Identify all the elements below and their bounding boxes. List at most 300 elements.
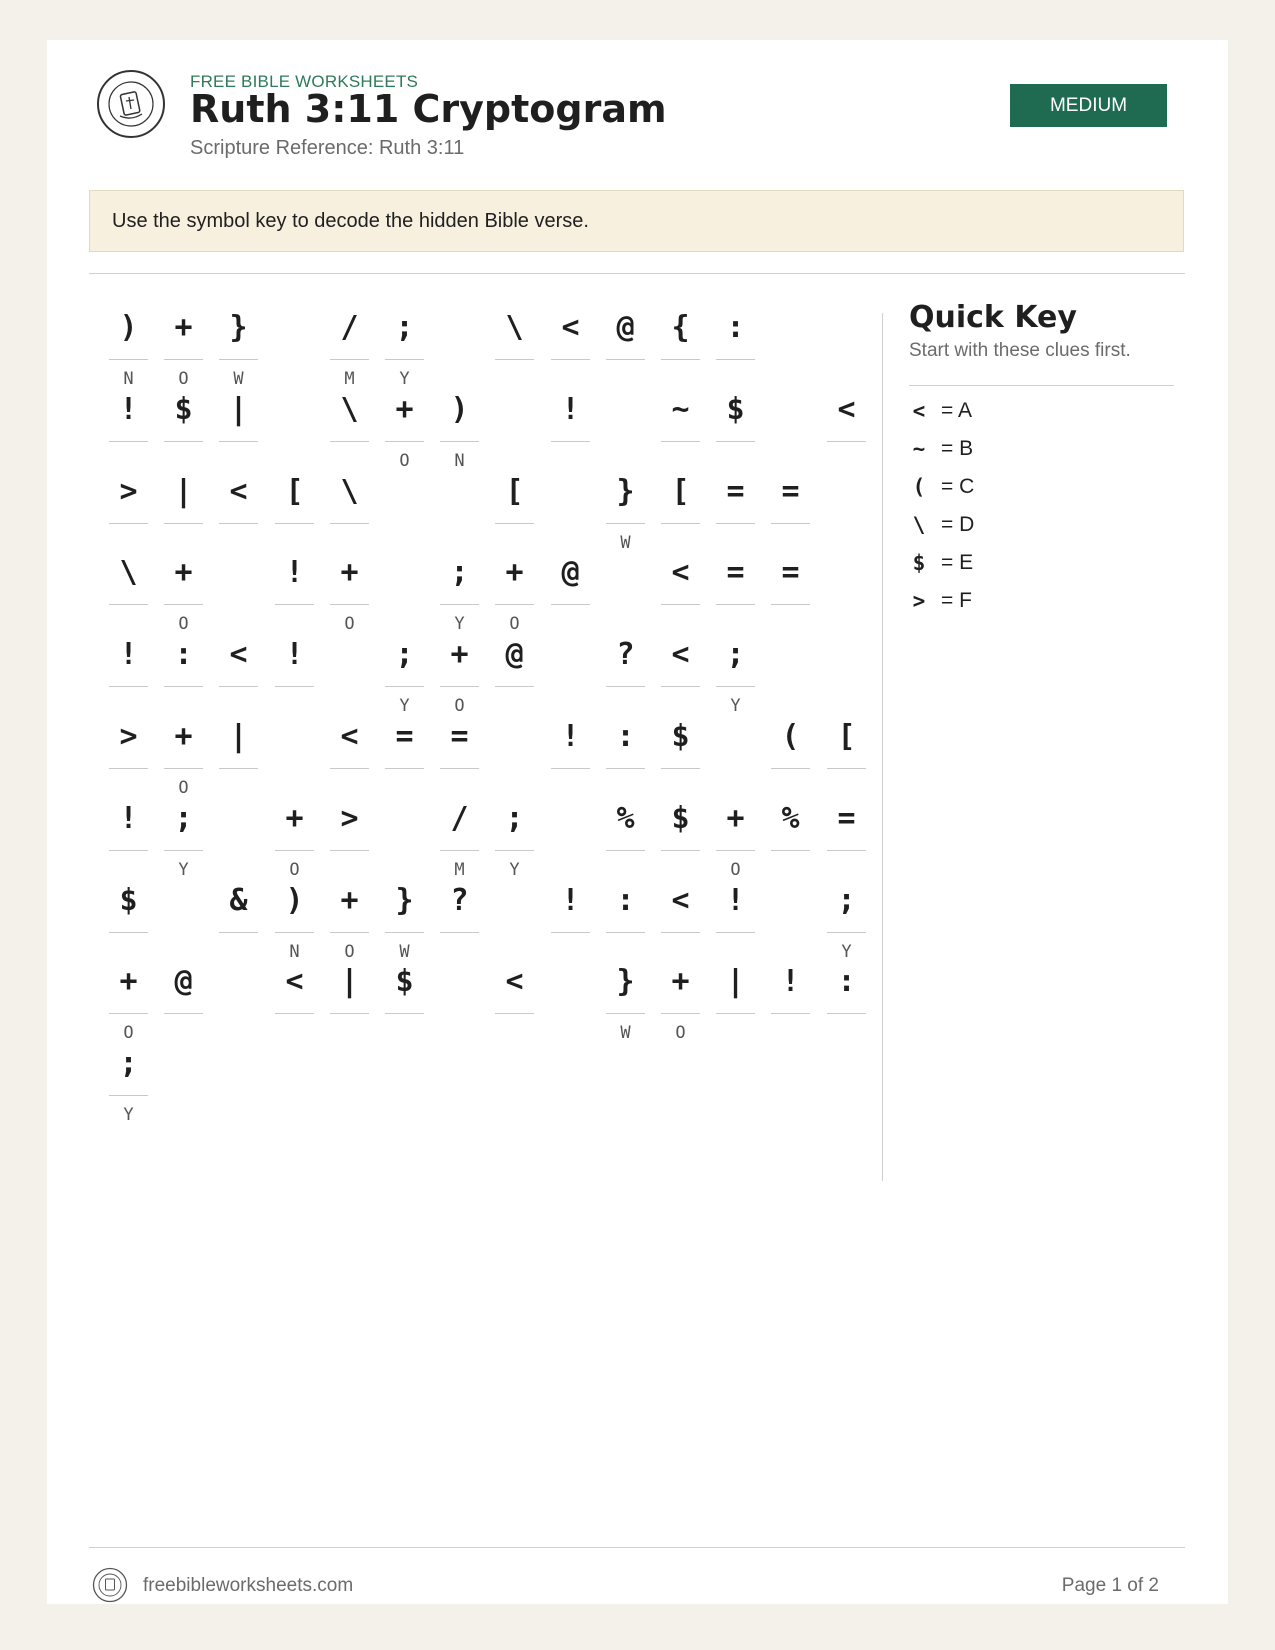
- cipher-cell: [275, 794, 314, 880]
- cipher-cell: [771, 794, 810, 880]
- cipher-cell: [495, 794, 534, 880]
- answer-line[interactable]: [661, 850, 700, 851]
- letter-hint: Y: [399, 369, 410, 389]
- answer-line[interactable]: [330, 523, 369, 524]
- cipher-symbol: ;: [837, 883, 856, 918]
- answer-line[interactable]: [716, 441, 755, 442]
- answer-line[interactable]: [109, 768, 148, 769]
- cipher-symbol: /: [340, 310, 359, 345]
- letter-hint: [771, 614, 810, 634]
- letter-hint: [551, 778, 590, 798]
- answer-line[interactable]: [606, 686, 645, 687]
- answer-line[interactable]: [385, 768, 424, 769]
- answer-line[interactable]: [827, 768, 866, 769]
- scripture-reference: Scripture Reference: Ruth 3:11: [190, 137, 465, 159]
- answer-line[interactable]: [661, 441, 700, 442]
- cipher-cell: [109, 548, 148, 634]
- cipher-cell: [716, 467, 755, 553]
- cipher-symbol: @: [616, 310, 635, 345]
- cipher-cell: [164, 385, 203, 471]
- letter-hint: Y: [178, 860, 189, 880]
- key-symbol: ~: [912, 437, 926, 461]
- letter-hint: [495, 369, 534, 389]
- cipher-symbol: +: [450, 637, 469, 672]
- letter-hint: W: [620, 1023, 631, 1043]
- cipher-cell: [440, 712, 479, 798]
- answer-line[interactable]: [771, 768, 810, 769]
- letter-hint: O: [454, 696, 465, 716]
- cipher-symbol: ;: [450, 555, 469, 590]
- cipher-cell: [551, 385, 590, 471]
- letter-hint: [219, 533, 258, 553]
- key-symbol: $: [912, 551, 926, 575]
- answer-line[interactable]: [771, 523, 810, 524]
- cipher-symbol: |: [229, 719, 248, 754]
- cipher-cell: [606, 467, 645, 553]
- letter-hint: N: [289, 942, 300, 962]
- difficulty-badge: MEDIUM: [1010, 84, 1167, 127]
- answer-line[interactable]: [551, 604, 590, 605]
- cipher-cell: [495, 467, 534, 553]
- cipher-symbol: :: [616, 719, 635, 754]
- answer-line[interactable]: [771, 850, 810, 851]
- cipher-cell: [771, 957, 810, 1043]
- answer-line[interactable]: [385, 1013, 424, 1014]
- cipher-symbol: +: [174, 719, 193, 754]
- cipher-symbol: ?: [450, 883, 469, 918]
- answer-line[interactable]: [109, 1013, 148, 1014]
- cipher-symbol: }: [229, 310, 248, 345]
- cipher-cell: [440, 794, 479, 880]
- answer-line[interactable]: [771, 604, 810, 605]
- cipher-symbol: ;: [395, 310, 414, 345]
- letter-hint: [771, 1023, 810, 1043]
- cipher-cell: [606, 957, 645, 1043]
- cipher-symbol: ;: [726, 637, 745, 672]
- column-divider: [882, 313, 883, 1181]
- cipher-cell: [330, 712, 369, 798]
- answer-line[interactable]: [495, 604, 534, 605]
- letter-hint: [164, 1023, 203, 1043]
- answer-line[interactable]: [661, 686, 700, 687]
- cipher-symbol: :: [837, 964, 856, 999]
- cipher-cell: [109, 303, 148, 389]
- answer-line[interactable]: [606, 523, 645, 524]
- answer-line[interactable]: [606, 768, 645, 769]
- cipher-cell: [440, 385, 479, 471]
- cipher-cell: [385, 712, 424, 798]
- answer-line[interactable]: [440, 441, 479, 442]
- cipher-cell: [330, 876, 369, 962]
- cipher-cell: [164, 794, 203, 880]
- answer-line[interactable]: [716, 850, 755, 851]
- letter-hint: [827, 1023, 866, 1043]
- key-value: = F: [941, 589, 972, 612]
- cipher-cell: [661, 876, 700, 962]
- answer-line[interactable]: [275, 604, 314, 605]
- cipher-cell: [219, 467, 258, 553]
- answer-line[interactable]: [661, 523, 700, 524]
- cipher-cell: [385, 385, 424, 471]
- answer-line[interactable]: [164, 523, 203, 524]
- cipher-symbol: ~: [671, 392, 690, 427]
- letter-hint: O: [730, 860, 741, 880]
- cipher-cell: [109, 385, 148, 471]
- key-entry: [909, 434, 1169, 464]
- cipher-symbol: [: [505, 474, 524, 509]
- answer-line[interactable]: [495, 850, 534, 851]
- cipher-symbol: |: [174, 474, 193, 509]
- key-value: = E: [941, 551, 974, 574]
- answer-line[interactable]: [661, 768, 700, 769]
- cipher-symbol: @: [505, 637, 524, 672]
- cipher-cell: [551, 303, 590, 389]
- answer-line[interactable]: [440, 850, 479, 851]
- letter-hint: [275, 1023, 314, 1043]
- answer-line[interactable]: [219, 932, 258, 933]
- answer-line[interactable]: [219, 441, 258, 442]
- cipher-symbol: !: [285, 555, 304, 590]
- cipher-cell: [661, 630, 700, 716]
- answer-line[interactable]: [109, 359, 148, 360]
- answer-line[interactable]: [164, 604, 203, 605]
- cipher-cell: [385, 876, 424, 962]
- answer-line[interactable]: [661, 932, 700, 933]
- key-value: = C: [941, 475, 975, 498]
- answer-line[interactable]: [330, 850, 369, 851]
- cipher-symbol: \: [119, 555, 138, 590]
- letter-hint: O: [344, 942, 355, 962]
- answer-line[interactable]: [330, 441, 369, 442]
- answer-line[interactable]: [827, 441, 866, 442]
- answer-line[interactable]: [827, 932, 866, 933]
- answer-line[interactable]: [275, 686, 314, 687]
- cipher-cell: [275, 548, 314, 634]
- page-number: Page 1 of 2: [1061, 1575, 1159, 1596]
- cipher-cell: [385, 957, 424, 1043]
- cipher-symbol: !: [119, 801, 138, 836]
- letter-hint: N: [454, 451, 465, 471]
- answer-line[interactable]: [440, 686, 479, 687]
- answer-line[interactable]: [219, 523, 258, 524]
- answer-line[interactable]: [275, 932, 314, 933]
- letter-hint: Y: [454, 614, 465, 634]
- cipher-cell: [827, 712, 866, 798]
- cipher-symbol: =: [726, 555, 745, 590]
- answer-line[interactable]: [495, 523, 534, 524]
- cipher-symbol: @: [561, 555, 580, 590]
- cipher-cell: [275, 467, 314, 553]
- cipher-symbol: <: [671, 637, 690, 672]
- cipher-cell: [606, 712, 645, 798]
- cipher-cell: [219, 712, 258, 798]
- letter-hint: O: [675, 1023, 686, 1043]
- cipher-cell: [330, 385, 369, 471]
- key-symbol: (: [912, 475, 926, 499]
- cipher-symbol: }: [616, 474, 635, 509]
- answer-line[interactable]: [716, 932, 755, 933]
- cipher-cell: [495, 303, 534, 389]
- answer-line[interactable]: [275, 1013, 314, 1014]
- answer-line[interactable]: [495, 1013, 534, 1014]
- letter-hint: O: [289, 860, 300, 880]
- answer-line[interactable]: [109, 686, 148, 687]
- cipher-symbol: +: [671, 964, 690, 999]
- cipher-symbol: =: [781, 474, 800, 509]
- cipher-symbol: +: [395, 392, 414, 427]
- letter-hint: [219, 778, 258, 798]
- cipher-cell: [551, 876, 590, 962]
- cipher-symbol: |: [726, 964, 745, 999]
- cipher-symbol: $: [671, 719, 690, 754]
- answer-line[interactable]: [606, 359, 645, 360]
- answer-line[interactable]: [109, 604, 148, 605]
- cipher-symbol: %: [781, 801, 800, 836]
- cipher-symbol: !: [726, 883, 745, 918]
- answer-line[interactable]: [164, 441, 203, 442]
- cipher-symbol: ): [285, 883, 304, 918]
- answer-line[interactable]: [330, 1013, 369, 1014]
- letter-hint: Y: [123, 1105, 134, 1125]
- answer-line[interactable]: [827, 850, 866, 851]
- letter-hint: [440, 942, 479, 962]
- answer-line[interactable]: [661, 359, 700, 360]
- cipher-symbol: +: [174, 555, 193, 590]
- letter-hint: O: [178, 778, 189, 798]
- answer-line[interactable]: [219, 686, 258, 687]
- answer-line[interactable]: [716, 523, 755, 524]
- cipher-cell: [716, 385, 755, 471]
- cipher-cell: [164, 467, 203, 553]
- cipher-symbol: +: [174, 310, 193, 345]
- answer-line[interactable]: [716, 686, 755, 687]
- letter-hint: O: [399, 451, 410, 471]
- cipher-cell: [275, 630, 314, 716]
- cipher-symbol: <: [837, 392, 856, 427]
- cipher-cell: [551, 548, 590, 634]
- answer-line[interactable]: [109, 850, 148, 851]
- cipher-symbol: <: [285, 964, 304, 999]
- cipher-symbol: <: [671, 555, 690, 590]
- cipher-symbol: <: [671, 883, 690, 918]
- answer-line[interactable]: [716, 1013, 755, 1014]
- cipher-symbol: ;: [395, 637, 414, 672]
- letter-hint: [219, 942, 258, 962]
- answer-line[interactable]: [827, 1013, 866, 1014]
- cipher-symbol: }: [395, 883, 414, 918]
- cipher-cell: [661, 712, 700, 798]
- key-entry: [909, 396, 1169, 426]
- key-entry: [909, 586, 1169, 616]
- cipher-symbol: \: [505, 310, 524, 345]
- answer-line[interactable]: [109, 523, 148, 524]
- cipher-symbol: +: [119, 964, 138, 999]
- letter-hint: Y: [399, 696, 410, 716]
- cipher-symbol: (: [781, 719, 800, 754]
- cipher-cell: [330, 303, 369, 389]
- key-value: = D: [941, 513, 975, 536]
- answer-line[interactable]: [330, 768, 369, 769]
- answer-line[interactable]: [606, 932, 645, 933]
- letter-hint: [551, 614, 590, 634]
- letter-hint: [827, 451, 866, 471]
- answer-line[interactable]: [275, 523, 314, 524]
- cipher-cell: [109, 630, 148, 716]
- cipher-cell: [164, 548, 203, 634]
- letter-hint: [495, 696, 534, 716]
- cipher-cell: [385, 303, 424, 389]
- answer-line[interactable]: [440, 768, 479, 769]
- answer-line[interactable]: [164, 768, 203, 769]
- letter-hint: [330, 1023, 369, 1043]
- cipher-cell: [219, 630, 258, 716]
- cipher-symbol: =: [450, 719, 469, 754]
- quick-key-subtitle: Start with these clues first.: [909, 340, 1131, 361]
- cipher-symbol: =: [781, 555, 800, 590]
- answer-line[interactable]: [551, 441, 590, 442]
- cipher-cell: [109, 957, 148, 1043]
- cipher-symbol: !: [561, 719, 580, 754]
- letter-hint: Y: [730, 696, 741, 716]
- cipher-cell: [109, 876, 148, 962]
- cipher-symbol: =: [726, 474, 745, 509]
- answer-line[interactable]: [219, 359, 258, 360]
- cipher-cell: [661, 385, 700, 471]
- cipher-cell: [495, 548, 534, 634]
- cipher-cell: [330, 548, 369, 634]
- cipher-symbol: |: [229, 392, 248, 427]
- answer-line[interactable]: [330, 604, 369, 605]
- cipher-cell: [109, 794, 148, 880]
- letter-hint: [606, 369, 645, 389]
- letter-hint: [275, 696, 314, 716]
- answer-line[interactable]: [109, 1095, 148, 1096]
- key-entry: [909, 472, 1169, 502]
- answer-line[interactable]: [164, 359, 203, 360]
- cipher-symbol: <: [505, 964, 524, 999]
- cipher-symbol: &: [229, 883, 248, 918]
- cipher-cell: [827, 876, 866, 962]
- cipher-cell: [606, 876, 645, 962]
- answer-line[interactable]: [606, 850, 645, 851]
- cipher-symbol: $: [119, 883, 138, 918]
- letter-hint: [385, 1023, 424, 1043]
- letter-hint: [495, 1023, 534, 1043]
- answer-line[interactable]: [164, 1013, 203, 1014]
- letter-hint: M: [454, 860, 465, 880]
- letter-hint: [551, 451, 590, 471]
- cipher-cell: [771, 712, 810, 798]
- answer-line[interactable]: [661, 1013, 700, 1014]
- cipher-symbol: >: [119, 719, 138, 754]
- answer-line[interactable]: [551, 359, 590, 360]
- cipher-symbol: :: [174, 637, 193, 672]
- answer-line[interactable]: [330, 359, 369, 360]
- answer-line[interactable]: [109, 932, 148, 933]
- cipher-cell: [219, 303, 258, 389]
- answer-line[interactable]: [440, 932, 479, 933]
- letter-hint: W: [233, 369, 244, 389]
- answer-line[interactable]: [551, 932, 590, 933]
- cipher-cell: [109, 1039, 148, 1125]
- cipher-cell: [661, 467, 700, 553]
- answer-line[interactable]: [551, 768, 590, 769]
- cipher-symbol: \: [340, 392, 359, 427]
- cipher-cell: [164, 957, 203, 1043]
- cipher-cell: [716, 957, 755, 1043]
- answer-line[interactable]: [164, 850, 203, 851]
- key-entry: [909, 548, 1169, 578]
- cipher-cell: [164, 630, 203, 716]
- letter-hint: [385, 778, 424, 798]
- letter-hint: N: [123, 369, 134, 389]
- cipher-symbol: \: [340, 474, 359, 509]
- cipher-cell: [716, 303, 755, 389]
- cipher-symbol: +: [340, 883, 359, 918]
- cipher-cell: [661, 957, 700, 1043]
- answer-line[interactable]: [164, 686, 203, 687]
- site-name: FREE BIBLE WORKSHEETS: [190, 72, 419, 91]
- cipher-cell: [716, 794, 755, 880]
- divider: [89, 273, 1185, 274]
- answer-line[interactable]: [385, 686, 424, 687]
- cipher-symbol: ;: [505, 801, 524, 836]
- letter-hint: O: [178, 614, 189, 634]
- letter-hint: M: [344, 369, 355, 389]
- answer-line[interactable]: [385, 441, 424, 442]
- cipher-cell: [606, 303, 645, 389]
- cipher-cell: [661, 303, 700, 389]
- cipher-cell: [109, 712, 148, 798]
- answer-line[interactable]: [771, 1013, 810, 1014]
- cipher-symbol: +: [285, 801, 304, 836]
- cipher-cell: [440, 630, 479, 716]
- cipher-symbol: !: [119, 637, 138, 672]
- cipher-cell: [219, 385, 258, 471]
- instructions-box: Use the symbol key to decode the hidden Bible verse.: [89, 190, 1184, 252]
- logo-icon: [96, 69, 166, 139]
- answer-line[interactable]: [330, 932, 369, 933]
- answer-line[interactable]: [495, 686, 534, 687]
- cipher-cell: [606, 630, 645, 716]
- key-symbol: >: [912, 589, 926, 613]
- cipher-cell: [330, 794, 369, 880]
- answer-line[interactable]: [716, 359, 755, 360]
- cipher-cell: [440, 876, 479, 962]
- answer-line[interactable]: [661, 604, 700, 605]
- cipher-cell: [109, 467, 148, 553]
- cipher-cell: [827, 957, 866, 1043]
- cipher-cell: [827, 385, 866, 471]
- answer-line[interactable]: [109, 441, 148, 442]
- cipher-symbol: /: [450, 801, 469, 836]
- cipher-cell: [495, 957, 534, 1043]
- answer-line[interactable]: [495, 359, 534, 360]
- answer-line[interactable]: [275, 850, 314, 851]
- cipher-cell: [219, 876, 258, 962]
- cipher-symbol: %: [616, 801, 635, 836]
- cipher-symbol: {: [671, 310, 690, 345]
- answer-line[interactable]: [716, 604, 755, 605]
- letter-hint: W: [620, 533, 631, 553]
- answer-line[interactable]: [219, 768, 258, 769]
- answer-line[interactable]: [385, 932, 424, 933]
- answer-line[interactable]: [440, 604, 479, 605]
- letter-hint: Y: [509, 860, 520, 880]
- cipher-symbol: }: [616, 964, 635, 999]
- answer-line[interactable]: [385, 359, 424, 360]
- answer-line[interactable]: [606, 1013, 645, 1014]
